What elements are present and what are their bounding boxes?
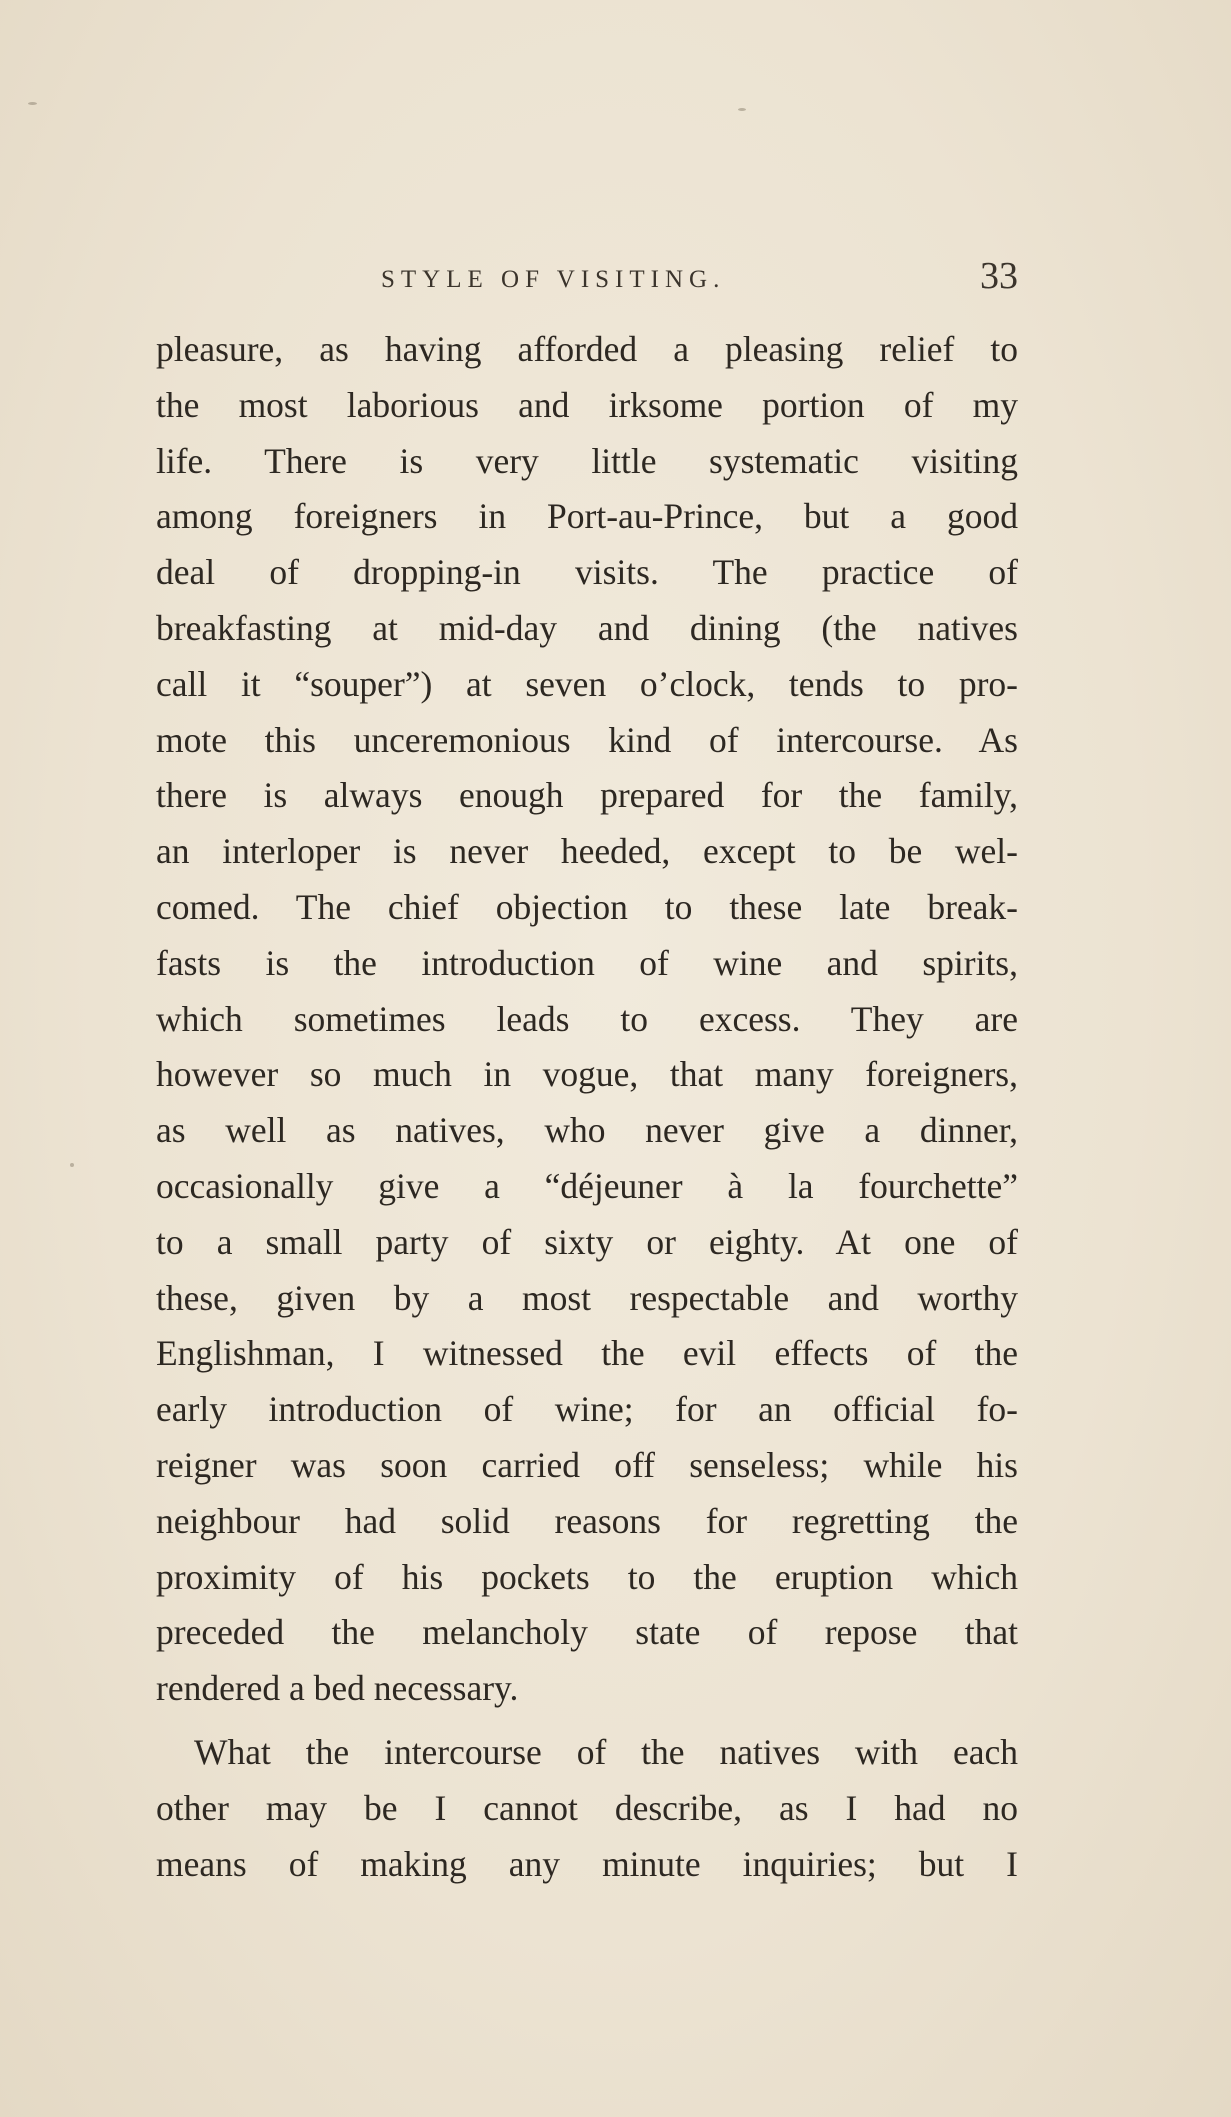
text-line: breakfasting at mid-day and dining (the natives — [156, 607, 1018, 648]
text-line: occasionally give a “déjeuner à la fourchette” — [156, 1165, 1018, 1206]
text-line: pleasure, as having afforded a pleasing relief to — [156, 329, 1018, 369]
text-line: neighbour had solid reasons for regretting the — [156, 1500, 1018, 1541]
text-line: fasts is the introduction of wine and spirits, — [156, 942, 1018, 983]
text-line: reigner was soon carried off senseless; while his — [156, 1444, 1018, 1485]
text-line: Englishman, I witnessed the evil effects of the — [156, 1333, 1018, 1374]
text-line: these, given by a most respectable and worthy — [156, 1277, 1018, 1318]
page-header — [156, 254, 1018, 314]
text-line: early introduction of wine; for an official fo- — [156, 1389, 1018, 1430]
text-line: call it “souper”) at seven o’clock, tends to pro- — [156, 663, 1018, 704]
paper-speck — [28, 102, 37, 105]
running-head: STYLE OF VISITING. — [381, 266, 726, 293]
text-line: the most laborious and irksome portion of my — [156, 384, 1018, 425]
paragraph — [156, 1725, 1018, 1892]
text-line: life. There is very little systematic visiting — [156, 440, 1018, 481]
text-line: preceded the melancholy state of repose that — [156, 1612, 1018, 1653]
text-line: proximity of his pockets to the eruption which — [156, 1556, 1018, 1597]
body-text — [156, 322, 1018, 1892]
text-line: other may be I cannot describe, as I had no — [156, 1787, 1018, 1828]
text-line: however so much in vogue, that many foreigners, — [156, 1054, 1018, 1095]
text-line: which sometimes leads to excess. They are — [156, 998, 1018, 1039]
text-line: deal of dropping-in visits. The practice of — [156, 552, 1018, 593]
text-line: there is always enough prepared for the family, — [156, 775, 1018, 816]
paper-speck — [70, 1163, 74, 1167]
text-line: means of making any minute inquiries; but I — [156, 1843, 1018, 1884]
text-line: What the intercourse of the natives with each — [194, 1731, 1018, 1772]
text-line: among foreigners in Port-au-Prince, but a good — [156, 496, 1018, 537]
paragraph — [156, 322, 1018, 1717]
text-line: an interloper is never heeded, except to be wel- — [156, 831, 1018, 872]
text-line: to a small party of sixty or eighty. At one of — [156, 1221, 1018, 1262]
paper-speck — [738, 108, 746, 111]
text-line: mote this unceremonious kind of intercourse. As — [156, 719, 1018, 760]
text-line: comed. The chief objection to these late break- — [156, 886, 1018, 927]
page-number: 33 — [980, 255, 1018, 297]
paragraph-gap — [156, 1717, 1018, 1725]
text-line: as well as natives, who never give a dinner, — [156, 1110, 1018, 1151]
text-line: rendered a bed necessary. — [156, 1668, 519, 1709]
